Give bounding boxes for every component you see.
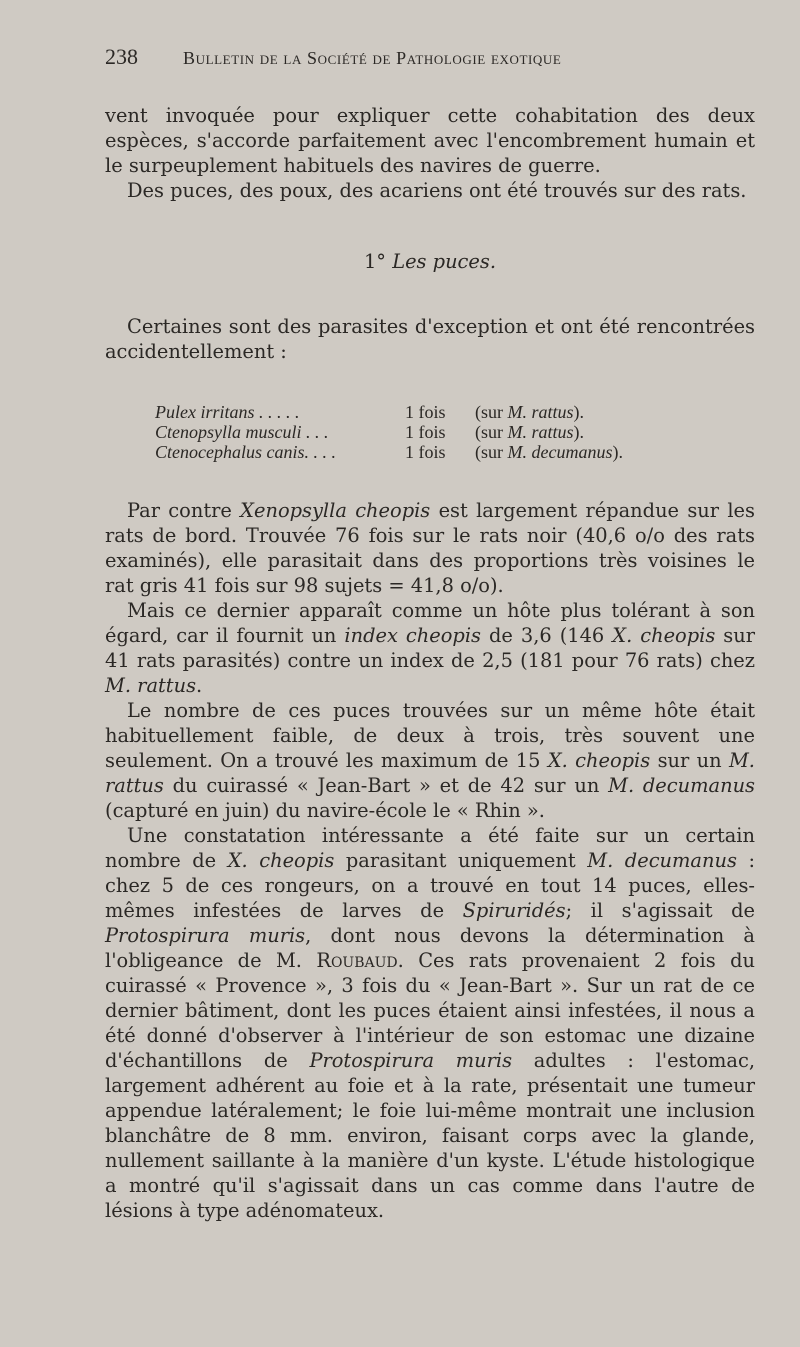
list-item — [155, 422, 623, 442]
list-item — [155, 402, 623, 422]
species-name: Ctenopsylla musculi — [155, 422, 302, 442]
list-item — [155, 442, 623, 462]
occurrence-count: 1 fois — [405, 442, 446, 462]
paragraph-parasites: Des puces, des poux, des acariens ont été trouvés sur des rats. — [127, 179, 747, 202]
host-note: (sur M. decumanus). — [475, 442, 623, 462]
exception-species-list — [155, 402, 623, 462]
species-name: Ctenocephalus canis. — [155, 442, 309, 462]
paragraph-xenopsylla: Par contre Xenopsylla cheopis est largement répandue sur les rats de bord. Trouvée 76 fois sur le rats noir (40,6 o/o des rats examinés), elle parasitait dans des proportions très voisines le rat gris 41 fois sur 98 sujets = 41,8 o/o). — [105, 499, 755, 597]
paragraph-exceptions: Certaines sont des parasites d'exception et ont été rencontrées accidentellement : — [105, 315, 755, 363]
page-body — [105, 103, 755, 1223]
occurrence-count: 1 fois — [405, 402, 446, 422]
running-header — [105, 44, 755, 70]
occurrence-count: 1 fois — [405, 422, 446, 442]
paragraph-flea-count: Le nombre de ces puces trouvées sur un même hôte était habituellement faible, de deux à trois, très souvent une seulement. On a trouvé les maximum de 15 X. cheopis sur un M. rattus du cuirassé « Jean-Bart » et de 42 sur un M. decumanus (capturé en juin) du navire-école le « Rhin ». — [105, 699, 756, 822]
journal-title: Bulletin de la Société de Pathologie exotique — [183, 48, 562, 68]
page-number: 238 — [105, 44, 138, 69]
section-number: 1° — [363, 250, 387, 273]
paragraph-continuation: vent invoquée pour expliquer cette cohabitation des deux espèces, s'accorde parfaitement avec l'encombrement humain et le surpeuplement habituels des navires de guerre. — [105, 104, 755, 177]
leader-dots: . . . — [313, 442, 336, 462]
host-note: (sur M. rattus). — [475, 422, 585, 442]
section-title: Les puces. — [392, 250, 497, 273]
section-heading — [105, 249, 755, 274]
paragraph-index-cheopis: Mais ce dernier apparaît comme un hôte plus tolérant à son égard, car il fournit un index cheopis de 3,6 (146 X. cheopis sur 41 rats parasités) contre un index de 2,5 (181 pour 76 rats) chez M. rattus. — [105, 599, 755, 697]
leader-dots: . . . — [306, 422, 329, 442]
leader-dots: . . . . . — [259, 402, 300, 422]
species-name: Pulex irritans — [155, 402, 255, 422]
host-note: (sur M. rattus). — [475, 402, 585, 422]
paragraph-spirurides: Une constatation intéressante a été faite sur un certain nombre de X. cheopis parasitant uniquement M. decumanus : chez 5 de ces rongeurs, on a trouvé en tout 14 puces, elles-mêmes infestées de larves de Spiruridés; il s'agissait de Protospirura muris, dont nous devons la détermination à l'obligeance de M. Roubaud. Ces rats provenaient 2 fois du cuirassé « Provence », 3 fois du « Jean-Bart ». Sur un rat de ce dernier bâtiment, dont les puces étaient ainsi infestées, il nous a été donné d'observer à l'intérieur de son estomac une dizaine d'échantillons de Protospirura muris adultes : l'estomac, largement adhérent au foie et à la rate, présentait une tumeur appendue latéralement; le foie lui-même montrait une inclusion blanchâtre de 8 mm. environ, faisant corps avec la glande, nullement saillante à la manière d'un kyste. L'étude histologique a montré qu'il s'agissait dans un cas comme dans l'autre de lésions à type adénomateux. — [105, 824, 756, 1222]
